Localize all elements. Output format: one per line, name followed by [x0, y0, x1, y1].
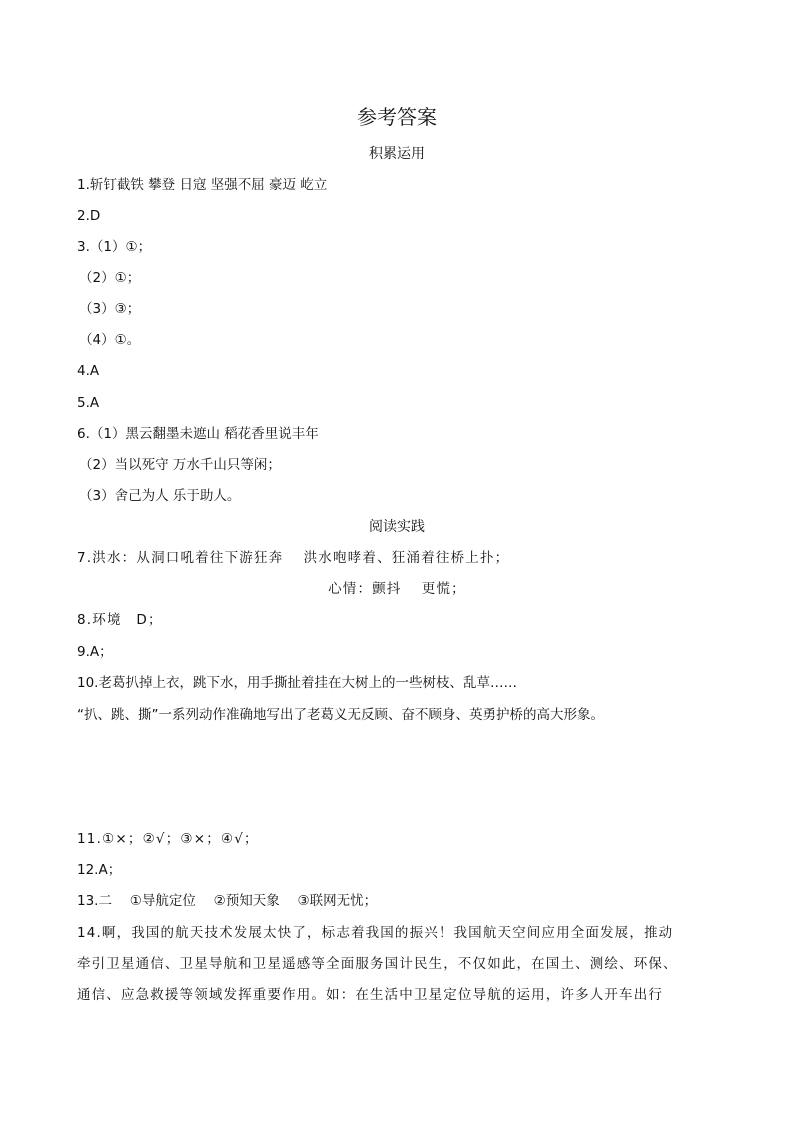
- answer-6-3: （3）舍己为人 乐于助人。: [79, 488, 241, 504]
- answer-13: 13.二 ①导航定位 ②预知天象 ③联网无忧；: [77, 893, 378, 909]
- section-heading-accumulation: 积累运用: [369, 146, 425, 162]
- answer-3-4: （4）①。: [79, 332, 141, 348]
- answer-7: 7.洪水：从洞口吼着往下游狂奔 洪水咆哮着、狂涌着往桥上扑；: [77, 550, 510, 566]
- answer-10-2: “扒、跳、撕”一系列动作准确地写出了老葛义无反顾、奋不顾身、英勇护桥的高大形象。: [77, 707, 604, 723]
- answer-4: 4.A: [77, 363, 100, 379]
- answer-3-1: 3.（1）①；: [77, 239, 152, 255]
- answer-14-line-2: 牵引卫星通信、卫星导航和卫星遥感等全面服务国计民生，不仅如此，在国土、测绘、环保、: [77, 956, 678, 972]
- answer-6-2: （2）当以死守 万水千山只等闲；: [79, 457, 281, 473]
- answer-6-1: 6.（1）黑云翻墨未遮山 稻花香里说丰年: [77, 426, 319, 442]
- answer-9: 9.A；: [77, 644, 113, 660]
- answer-12: 12.A；: [77, 862, 122, 878]
- answer-8: 8.环境 D；: [77, 612, 163, 628]
- answer-3-3: （3）③；: [79, 301, 141, 317]
- section-heading-reading: 阅读实践: [369, 519, 425, 535]
- answer-3-2: （2）①；: [79, 270, 141, 286]
- answer-5: 5.A: [77, 395, 100, 411]
- answer-14-line-1: 14.啊，我国的航天技术发展太快了，标志着我国的振兴！我国航天空间应用全面发展，推动: [77, 925, 674, 941]
- answer-2: 2.D: [77, 208, 101, 224]
- answer-10: 10.老葛扒掉上衣，跳下水，用手撕扯着挂在大树上的一些树枝、乱草……: [77, 675, 517, 691]
- answer-7-mood: 心情：颤抖 更慌；: [328, 581, 466, 597]
- answer-1: 1.斩钉截铁 攀登 日寇 坚强不屈 豪迈 屹立: [77, 177, 328, 193]
- answer-11: 11.①×；②√；③×；④√；: [77, 831, 259, 847]
- answer-14-line-3: 通信、应急救援等领域发挥重要作用。如：在生活中卫星定位导航的运用，许多人开车出行: [77, 987, 663, 1003]
- page-title: 参考答案: [357, 105, 437, 129]
